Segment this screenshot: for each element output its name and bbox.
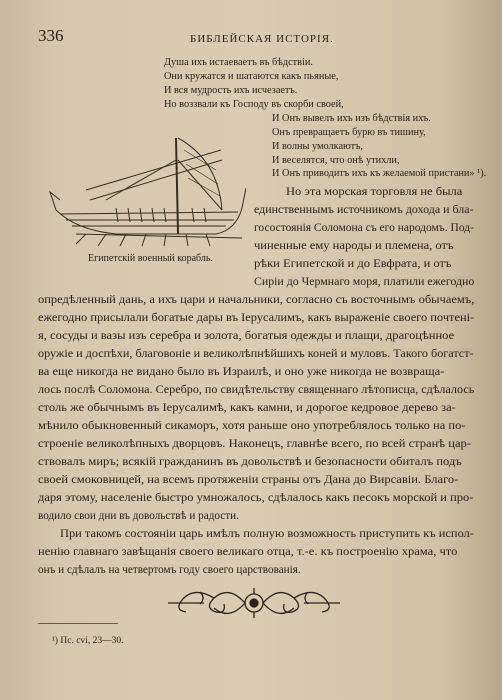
text-line: рѣки Египетской и до Евфрата, и отъ — [254, 258, 452, 270]
text-line: своей смоковницей, на всемъ протяженіи страны отъ Дана до Вирсавіи. Благо- — [38, 474, 459, 486]
illustration-caption: Египетскій военный корабль. — [88, 253, 213, 264]
poem-line: И волны умолкаютъ, — [272, 141, 364, 152]
text-line: ва еще никогда не видано было въ Израилѣ, и оно уже никогда не возвраща- — [38, 366, 445, 378]
text-line: столь же обычнымъ въ Іерусалимѣ, какъ камни, и дорогое кедровое дерево за- — [38, 402, 456, 414]
text-line: лось послѣ Соломона. Серебро, по свидѣтельству священнаго лѣтописца, сдѣлалось — [38, 384, 475, 396]
footnote-rule — [38, 623, 118, 624]
running-header: БИБЛЕЙСКАЯ ИСТОРІЯ. — [190, 33, 334, 45]
text-line: оружіе и доспѣхи, благовоніе и великолѣпнѣйшихъ коней и муловъ. Такого богатст- — [38, 348, 474, 360]
text-line: даря этому, населеніе быстро умножалось, сдѣлалось какъ песокъ морской и про- — [38, 492, 474, 504]
text-line: чиненные ему народы и племена, отъ — [254, 240, 454, 252]
poem-line: И вся мудрость ихъ исчезаетъ. — [164, 85, 298, 96]
text-line: госостоянія Соломона съ его народомъ. Под- — [254, 222, 474, 234]
poem-line: Они кружатся и шатаются какъ пьяные, — [164, 71, 339, 82]
poem-line: Душа ихъ истаеваетъ въ бѣдствіи. — [164, 57, 313, 68]
poem-line: И Онъ вывелъ ихъ изъ бѣдствія ихъ. — [272, 113, 431, 124]
poem-line: Но воззвали къ Господу въ скорби своей, — [164, 99, 344, 110]
text-line: водило свои дни въ довольствѣ и радости. — [38, 510, 239, 522]
text-line: При такомъ состояніи царь имѣлъ полную возможность приступить къ испол- — [60, 528, 474, 540]
text-line: ненію главнаго завѣщанія своего великаго отца, т.-е. къ построенію храма, что — [38, 546, 458, 558]
page-number: 336 — [38, 26, 64, 45]
text-line: единственнымъ источникомъ дохода и бла- — [254, 204, 474, 216]
text-line: строеніе великолѣпныхъ дворцовъ. Наконецъ, главнѣе всего, по всей странѣ цар- — [38, 438, 471, 450]
text-line: онъ и сдѣлалъ на четвертомъ году своего царствованія. — [38, 564, 301, 576]
poem-line: Онъ превращаетъ бурю въ тишину, — [272, 127, 426, 138]
footnote: ¹) Пс. cvi, 23—30. — [52, 636, 124, 646]
text-line: ежегодно присылали богатые дары въ Іерусалимъ, какъ выраженіе своего почтені- — [38, 312, 475, 324]
text-line: опредѣленный дань, а ихъ цари и начальники, согласно съ восточнымъ обычаемъ, — [38, 294, 475, 306]
text-line: я, сосуды и вазы изъ серебра и золота, богатыя одежды и плащи, драгоцѣнное — [38, 330, 455, 342]
text-line: Но эта морская торговля не была — [286, 186, 463, 198]
text-line: мѣнило обыкновенный сикаморъ, хотя раньше оно употреблялось только на по- — [38, 420, 466, 432]
floral-scroll-ornament-icon — [164, 580, 344, 626]
poem-line: И Онъ приводитъ ихъ къ желаемой пристани» ¹). — [272, 168, 487, 179]
text-line: Сиріи до Чермнаго моря, платили ежегодно — [254, 276, 475, 288]
text-line: ствовалъ миръ; всякій гражданинъ въ довольствѣ и безопасности обиталъ подъ — [38, 456, 462, 468]
ship-engraving-icon — [46, 130, 246, 248]
poem-line: И веселятся, что онѣ утихли, — [272, 155, 400, 166]
